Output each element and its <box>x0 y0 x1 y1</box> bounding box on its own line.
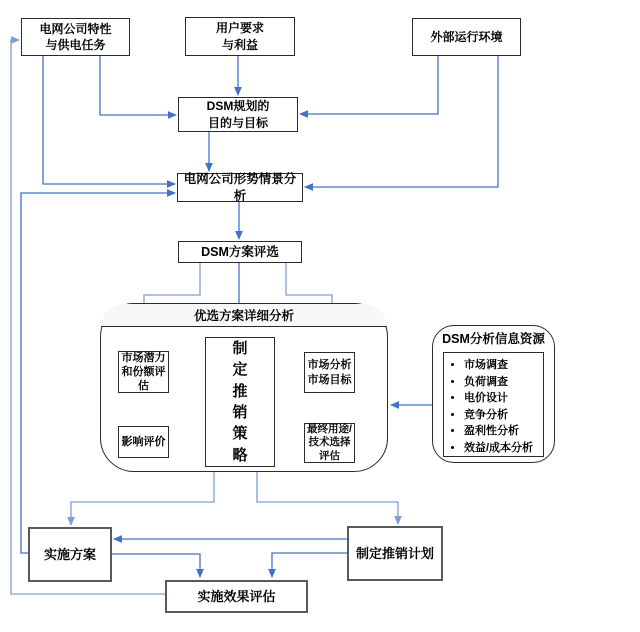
resource-item: • 市场调查 <box>464 357 541 374</box>
node-marketing-plan <box>347 526 443 581</box>
node-end-use-selection <box>304 423 355 463</box>
node-implementation-plan <box>28 527 112 582</box>
resource-item: • 效益/成本分析 <box>464 440 541 457</box>
connector-strategy-to-plan <box>257 467 398 524</box>
node-end-use-line2: 技术选择 <box>308 436 351 449</box>
node-effect-evaluation-label: 实施效果评估 <box>197 588 276 604</box>
node-impact-evaluation <box>118 426 169 458</box>
connector-grid-to-goal <box>100 56 176 115</box>
node-dsm-evaluation <box>178 241 302 263</box>
node-situation-analysis <box>177 173 303 202</box>
panel-dsm-info-resources <box>432 325 555 463</box>
node-external-environment <box>412 18 521 56</box>
node-grid-company-line1: 电网公司特性 <box>39 21 112 36</box>
node-user-demand-line2: 与利益 <box>221 37 258 52</box>
node-grid-company <box>21 18 130 56</box>
connector-plan-to-effect <box>272 553 347 577</box>
node-end-use-line1: 最终用途/ <box>307 422 352 435</box>
resource-item: • 竞争分析 <box>464 407 541 424</box>
node-market-analysis-line1: 市场分析 <box>307 358 352 371</box>
connector-grid-to-situation <box>43 56 175 184</box>
node-market-potential-line1: 市场潜力 <box>121 351 166 364</box>
connector-strategy-to-implementation <box>71 467 214 525</box>
node-situation-analysis-label: 电网公司形势情景分析 <box>183 171 297 203</box>
connector-env-to-situation <box>305 56 498 187</box>
panel-dsm-info-resources-title: DSM分析信息资源 <box>442 332 545 346</box>
resource-item: • 盈利性分析 <box>464 423 541 440</box>
container-detailed-analysis-title <box>101 304 387 327</box>
node-market-analysis-line2: 市场目标 <box>307 373 352 386</box>
node-effect-evaluation <box>165 580 308 613</box>
container-title-text: 优选方案详细分析 <box>193 309 294 323</box>
node-marketing-strategy-label: 制定推销策略 <box>232 340 248 464</box>
node-market-potential-line2: 和份额评 <box>121 365 166 378</box>
node-market-potential-line3: 估 <box>138 380 149 393</box>
dsm-resources-list <box>443 352 544 457</box>
node-marketing-plan-label: 制定推销计划 <box>355 545 434 561</box>
node-marketing-strategy <box>205 337 275 467</box>
node-dsm-evaluation-label: DSM方案评选 <box>201 244 279 259</box>
node-impact-evaluation-label: 影响评价 <box>121 435 166 448</box>
node-dsm-goal <box>178 97 298 132</box>
node-implementation-plan-label: 实施方案 <box>43 546 96 562</box>
resource-item: • 负荷调查 <box>464 374 541 391</box>
node-user-demand <box>185 17 295 56</box>
node-user-demand-line1: 用户要求 <box>215 21 264 36</box>
node-end-use-line3: 评估 <box>319 449 340 462</box>
node-dsm-goal-line2: 目的与目标 <box>207 115 268 130</box>
node-market-analysis <box>304 352 355 393</box>
node-external-environment-label: 外部运行环境 <box>430 29 503 44</box>
resource-item: • 电价设计 <box>464 390 541 407</box>
connector-implementation-to-effect <box>112 554 200 577</box>
connector-env-to-goal <box>300 56 438 114</box>
node-grid-company-line2: 与供电任务 <box>45 38 106 52</box>
node-dsm-goal-line1: DSM规划的 <box>206 99 270 114</box>
node-market-potential <box>118 351 169 393</box>
